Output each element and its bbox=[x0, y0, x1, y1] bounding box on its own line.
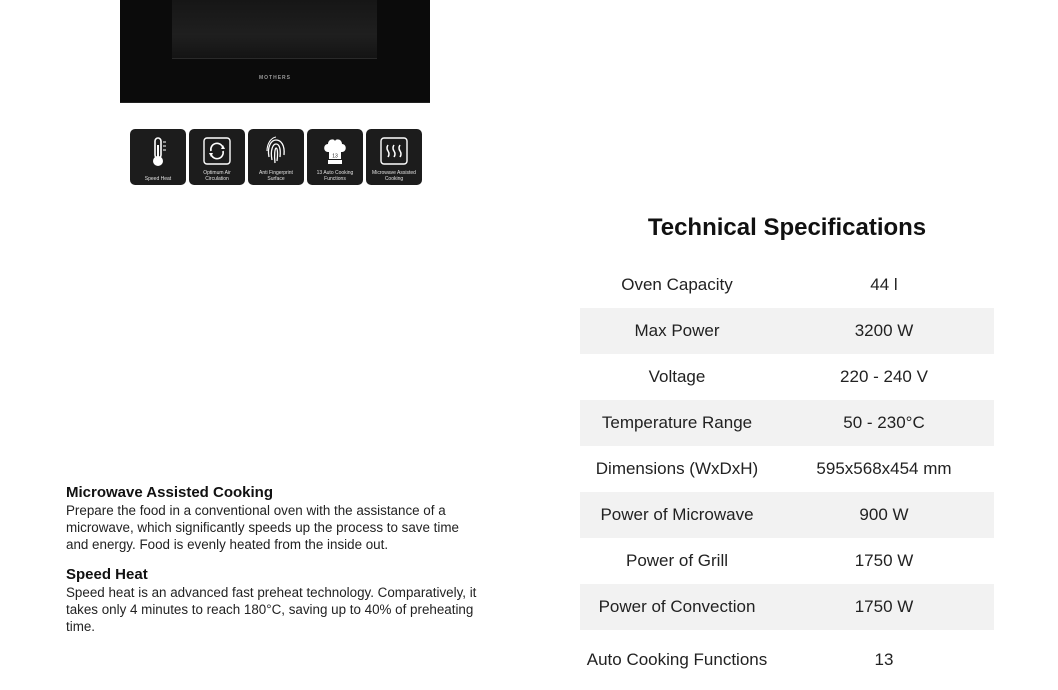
spec-label: Power of Convection bbox=[598, 597, 756, 616]
spec-value: 13 bbox=[874, 650, 894, 669]
spec-value: 44 l bbox=[870, 275, 898, 294]
feature-badge-caption: Anti Fingerprint Surface bbox=[259, 170, 293, 182]
feature-badge-speed-heat bbox=[130, 129, 186, 185]
spec-label: Max Power bbox=[634, 321, 720, 340]
spec-row-temperature-range bbox=[580, 400, 994, 446]
oven-door-window bbox=[172, 0, 377, 59]
spec-value: 1750 W bbox=[854, 551, 914, 570]
spec-label: Power of Grill bbox=[625, 551, 729, 570]
feature-text: Prepare the food in a conventional oven with the assistance of a microwave, which significantly speeds up the process to save time and energy. Food is evenly heated from the inside out. bbox=[66, 503, 459, 552]
oven-product-image bbox=[120, 0, 430, 103]
oven-brand-label: MOTHERS bbox=[259, 75, 291, 81]
feature-badge-caption: Microwave Assisted Cooking bbox=[372, 170, 416, 182]
chef-hat-icon bbox=[321, 135, 349, 169]
feature-title: Microwave Assisted Cooking bbox=[66, 484, 273, 501]
spec-value: 3200 W bbox=[854, 321, 914, 340]
spec-label: Temperature Range bbox=[601, 413, 753, 432]
spec-label: Dimensions (WxDxH) bbox=[595, 459, 759, 478]
spec-label: Voltage bbox=[648, 367, 706, 386]
feature-text: Speed heat is an advanced fast preheat technology. Comparatively, it takes only 4 minutes to reach 180°C, saving up to 40% of preheating time. bbox=[66, 585, 477, 634]
feature-badge-caption: Optimum Air Circulation bbox=[203, 170, 231, 182]
spec-row-voltage bbox=[580, 354, 994, 400]
spec-row-oven-capacity bbox=[580, 262, 994, 308]
feature-badge-air-circulation bbox=[189, 129, 245, 185]
spec-label: Oven Capacity bbox=[621, 275, 733, 294]
specs-title: Technical Specifications bbox=[647, 214, 927, 241]
svg-text:13: 13 bbox=[332, 153, 338, 160]
spec-value: 220 - 240 V bbox=[840, 367, 928, 386]
feature-descriptions bbox=[66, 484, 481, 635]
spec-row-power-of-microwave bbox=[580, 492, 994, 538]
spec-value: 595x568x454 mm bbox=[816, 459, 952, 478]
feature-badge-auto-cooking bbox=[307, 129, 363, 185]
feature-speed-heat bbox=[66, 566, 481, 635]
fingerprint-icon bbox=[262, 135, 290, 169]
feature-badge-caption: 13 Auto Cooking Functions bbox=[316, 170, 354, 182]
feature-badge-anti-fingerprint bbox=[248, 129, 304, 185]
feature-badge-microwave bbox=[366, 129, 422, 185]
feature-icons-row bbox=[130, 129, 422, 185]
spec-row-dimensions bbox=[580, 446, 994, 492]
feature-title: Speed Heat bbox=[66, 566, 148, 583]
thermometer-icon bbox=[144, 135, 172, 169]
spec-value: 50 - 230°C bbox=[843, 413, 925, 432]
air-circulation-icon bbox=[203, 135, 231, 169]
feature-microwave-assisted-cooking bbox=[66, 484, 481, 553]
microwave-waves-icon bbox=[380, 135, 408, 169]
spec-row-power-of-convection bbox=[580, 584, 994, 630]
spec-row-auto-cooking-functions bbox=[580, 630, 994, 690]
spec-row-power-of-grill bbox=[580, 538, 994, 584]
spec-value: 1750 W bbox=[854, 597, 914, 616]
specs-table bbox=[580, 262, 994, 690]
spec-label: Auto Cooking Functions bbox=[586, 650, 768, 669]
spec-row-max-power bbox=[580, 308, 994, 354]
feature-badge-caption: Speed Heat bbox=[144, 176, 172, 182]
spec-value: 900 W bbox=[859, 505, 909, 524]
spec-label: Power of Microwave bbox=[600, 505, 754, 524]
